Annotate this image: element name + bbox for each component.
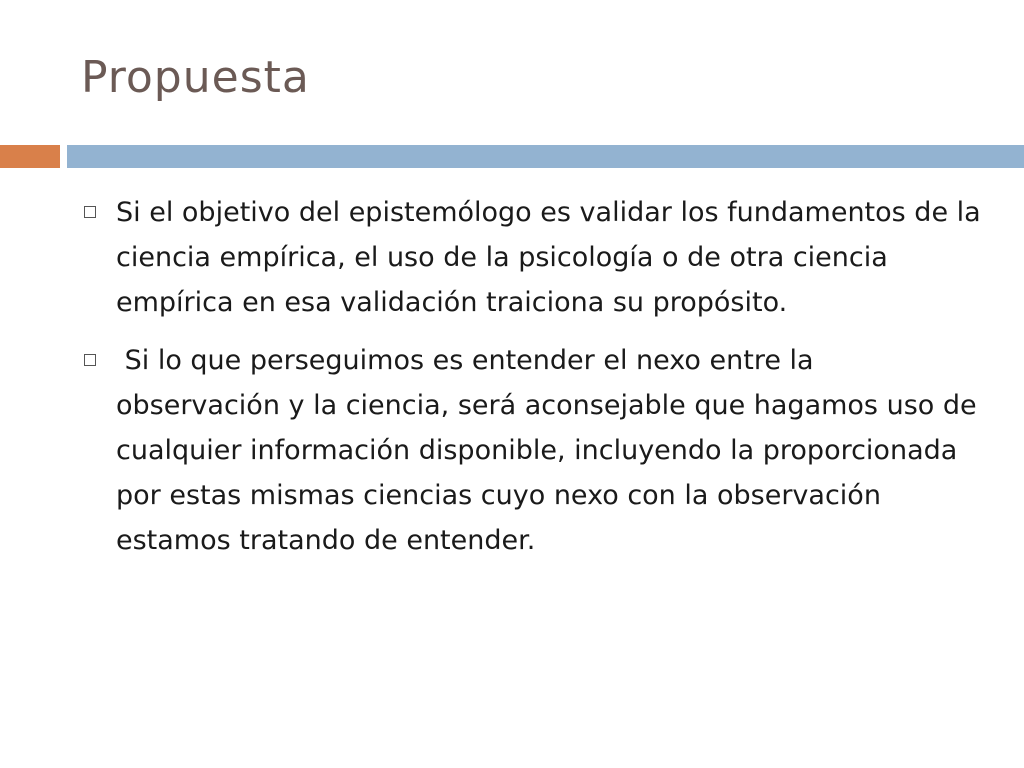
bullet-text: Si lo que perseguimos es entender el nexo entre la observación y la ciencia, será aconsejable que hagamos uso de cualquier información disponible, incluyendo la proporcionada por estas mismas ciencias cuyo nexo con la observación estamos tratando de entender.	[116, 345, 986, 556]
accent-bar-orange	[0, 145, 60, 168]
bullet-item	[81, 190, 981, 325]
hollow-square-bullet-icon	[84, 354, 96, 366]
accent-bar-blue	[67, 145, 1024, 168]
bullet-list	[81, 190, 986, 576]
bullet-text: Si el objetivo del epistemólogo es validar los fundamentos de la ciencia empírica, el uso de la psicología o de otra ciencia empírica en esa validación traiciona su propósito.	[116, 197, 981, 318]
hollow-square-bullet-icon	[84, 206, 96, 218]
slide-title: Propuesta	[81, 52, 310, 103]
bullet-item	[81, 338, 986, 563]
